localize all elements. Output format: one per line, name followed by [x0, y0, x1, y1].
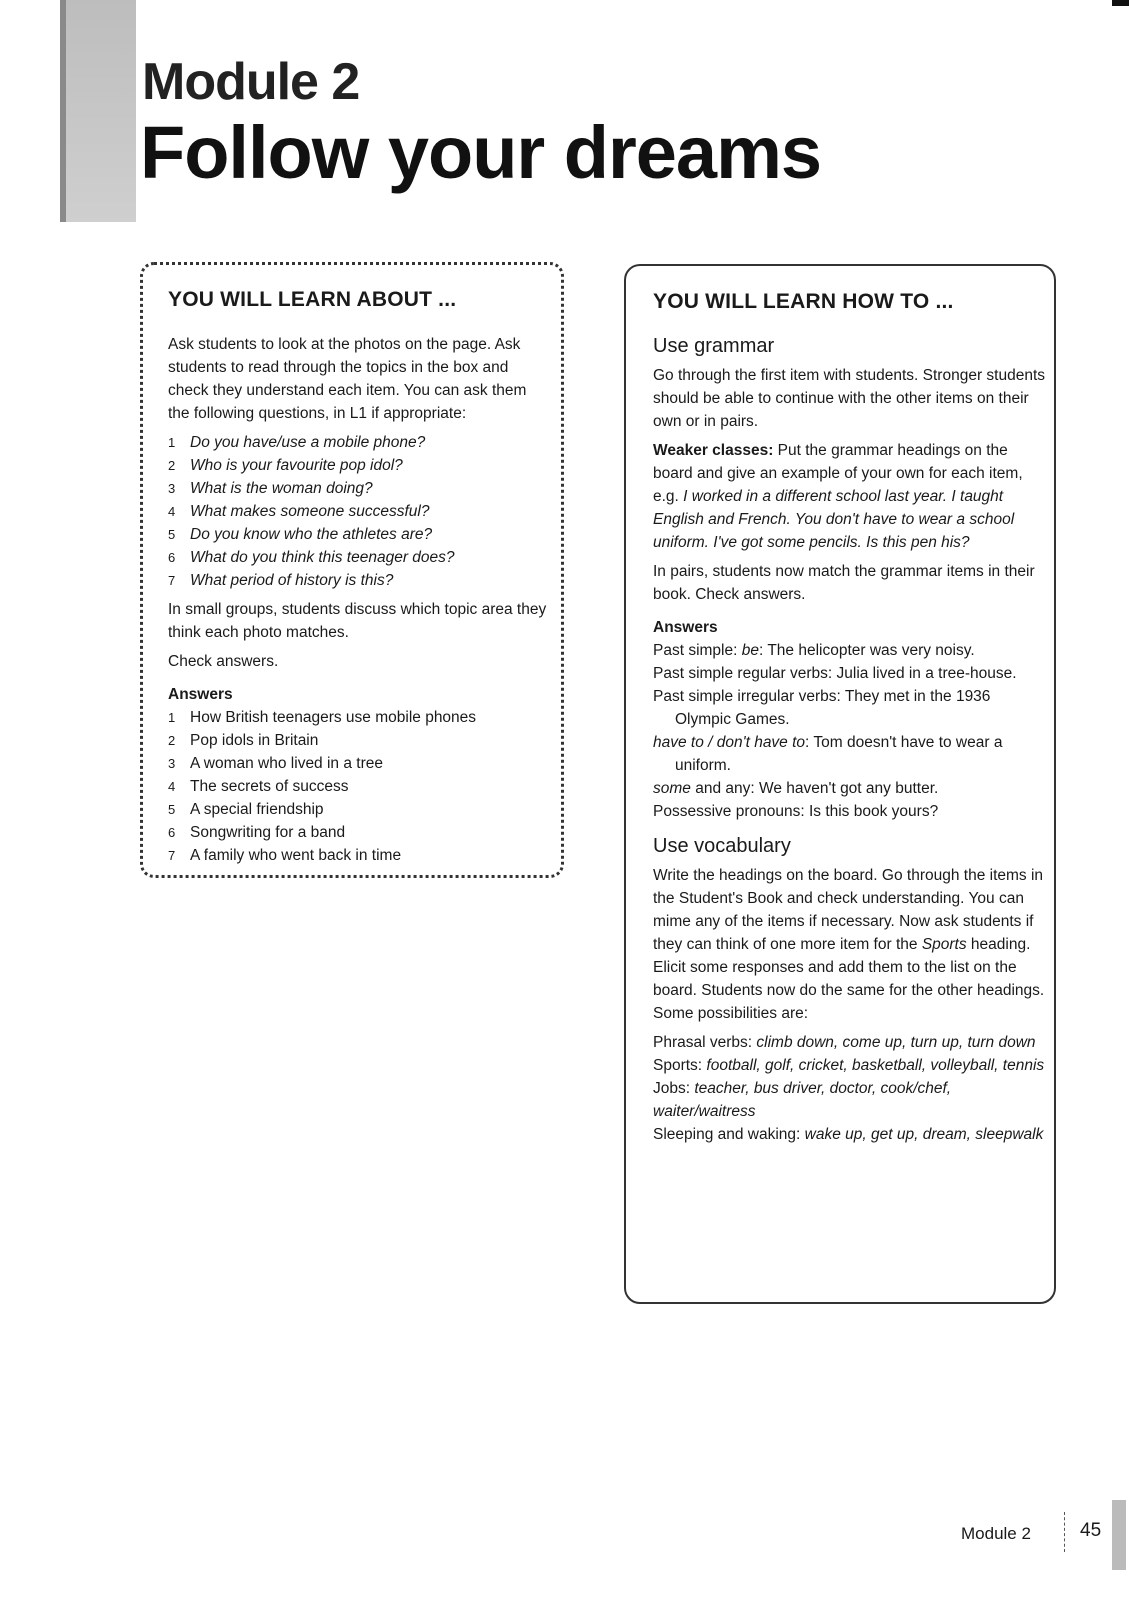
list-item: 1 How British teenagers use mobile phones — [168, 709, 477, 726]
footer-edge-strip — [1112, 1500, 1126, 1570]
check-answers-text: Check answers. — [168, 653, 279, 670]
learn-about-intro: Ask students to look at the photos on the page. Ask students to read through the topics in the box and check they understand each item. You can ask them the following questions, in L1 if appropriate: — [168, 336, 527, 422]
learn-about-heading: YOU WILL LEARN ABOUT ... — [168, 288, 457, 311]
list-item: have to / don't have to: Tom doesn't have to wear a uniform. — [653, 734, 1003, 774]
list-item: Past simple regular verbs: Julia lived in a tree-house. — [653, 665, 1017, 682]
group-discussion-text: In small groups, students discuss which topic area they think each photo matches. — [168, 601, 547, 641]
list-item: 7 A family who went back in time — [168, 847, 402, 864]
footer-module-label: Module 2 — [961, 1524, 1031, 1543]
list-item: 3 What is the woman doing? — [168, 480, 373, 497]
learn-how-heading: YOU WILL LEARN HOW TO ... — [653, 290, 954, 313]
page-number: 45 — [1080, 1520, 1102, 1541]
list-item: 5 Do you know who the athletes are? — [168, 526, 433, 543]
answers-heading: Answers — [653, 619, 718, 636]
list-item: 6 Songwriting for a band — [168, 824, 346, 841]
module-label: Module 2 — [142, 53, 360, 111]
list-item: Phrasal verbs: climb down, come up, turn up, turn down — [653, 1034, 1036, 1051]
footer-divider — [1064, 1512, 1066, 1552]
answers-heading: Answers — [168, 686, 233, 703]
list-item: 4 The secrets of success — [168, 778, 349, 795]
learn-about-column — [168, 288, 548, 873]
list-item: Jobs: teacher, bus driver, doctor, cook/chef, waiter/waitress — [653, 1080, 952, 1120]
vocabulary-list — [653, 1031, 1045, 1146]
learn-how-column — [653, 290, 1045, 1146]
list-item: 5 A special friendship — [168, 801, 324, 818]
list-item: 1 Do you have/use a mobile phone? — [168, 434, 426, 451]
weaker-classes-text: Weaker classes: Put the grammar headings on the board and give an example of your own for each item, e.g. I worked in a different school last year. I taught English and French. You don't have to wear a school uniform. I've got some pencils. Is this pen his? — [653, 442, 1023, 551]
grammar-heading: Use grammar — [653, 335, 775, 357]
pairs-match-text: In pairs, students now match the grammar items in their book. Check answers. — [653, 563, 1035, 603]
list-item: Past simple: be: The helicopter was very noisy. — [653, 642, 975, 659]
vocabulary-heading: Use vocabulary — [653, 835, 791, 857]
answer-list — [168, 706, 548, 867]
list-item: 3 A woman who lived in a tree — [168, 755, 383, 772]
list-item: 6 What do you think this teenager does? — [168, 549, 455, 566]
list-item: 7 What period of history is this? — [168, 572, 394, 589]
list-item: Sleeping and waking: wake up, get up, dream, sleepwalk — [653, 1126, 1044, 1143]
list-item: 2 Who is your favourite pop idol? — [168, 457, 403, 474]
module-title: Follow your dreams — [140, 111, 822, 194]
corner-mark — [1112, 0, 1129, 6]
header-band — [66, 0, 136, 222]
list-item: Sports: football, golf, cricket, basketball, volleyball, tennis — [653, 1057, 1045, 1074]
vocabulary-intro: Write the headings on the board. Go through the items in the Student's Book and check understanding. You can mime any of the items if necessary. Now ask students if they can think of one more item for the Sports heading. Elicit some responses and add them to the list on the board. Students now do the same for the other headings. Some possibilities are: — [653, 867, 1045, 1022]
list-item: Past simple irregular verbs: They met in the 1936 Olympic Games. — [653, 688, 991, 728]
list-item: 4 What makes someone successful? — [168, 503, 430, 520]
grammar-intro: Go through the first item with students. Stronger students should be able to continue with the other items on their own or in pairs. — [653, 367, 1046, 430]
list-item: some and any: We haven't got any butter. — [653, 780, 939, 797]
list-item: 2 Pop idols in Britain — [168, 732, 319, 749]
list-item: Possessive pronouns: Is this book yours? — [653, 803, 939, 820]
grammar-answer-list — [653, 639, 1045, 823]
question-list — [168, 431, 548, 592]
